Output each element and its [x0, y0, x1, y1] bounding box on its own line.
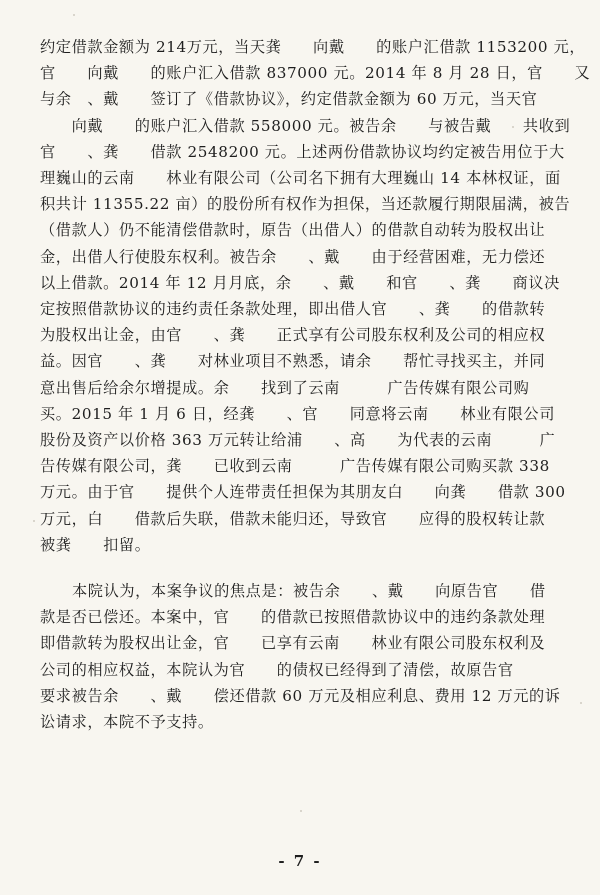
text-line: 益。因官 、龚 对林业项目不熟悉，请余 帮忙寻找买主，并同	[40, 352, 546, 371]
text-line: 金，出借人行使股东权利。被告余 、戴 由于经营困难，无力偿还	[40, 247, 546, 266]
text-line: 万元。由于官 提供个人连带责任担保为其朋友白 向龚 借款 300	[40, 483, 566, 502]
text-line: 意出售后给余尔增提成。余 找到了云南 广告传媒有限公司购	[40, 378, 530, 397]
text-line: （借款人）仍不能清偿借款时，原告（出借人）的借款自动转为股权出让	[40, 221, 546, 240]
text-line: 即借款转为股权出让金，官 已享有云南 林业有限公司股东权利及	[40, 634, 546, 653]
text-line: 官 向戴 的账户汇入借款 837000 元。2014 年 8 月 28 日，官 又	[40, 64, 591, 83]
paragraph-gap	[40, 558, 570, 578]
text-line: 约定借款金额为 214万元，当天龚 向戴 的账户汇借款 1153200 元，	[40, 38, 586, 56]
page-number: - 7 -	[278, 852, 322, 870]
text-line: 要求被告余 、戴 偿还借款 60 万元及相应利息、费用 12 万元的诉	[40, 686, 561, 705]
text-line: 与余 、戴 签订了《借款协议》，约定借款金额为 60 万元，当天官	[40, 90, 538, 109]
text-line: 以上借款。2014 年 12 月月底，余 、戴 和官 、龚 商议决	[40, 273, 560, 292]
paragraph-court-opinion	[40, 578, 570, 735]
text-line: 官 、龚 借款 2548200 元。上述两份借款协议均约定被告用位于大	[40, 142, 565, 161]
text-line: 万元，白 借款后失联，借款未能归还，导致官 应得的股权转让款	[40, 509, 546, 528]
text-line: 理巍山的云南 林业有限公司（公司名下拥有大理巍山 14 本林权证，面	[40, 169, 561, 188]
document-body	[40, 34, 591, 735]
text-line: 定按照借款协议的违约责任条款处理，即出借人官 、龚 的借款转	[40, 300, 546, 319]
text-line: 积共计 11355.22 亩）的股份所有权作为担保，当还款履行期限届满，被告	[40, 195, 571, 214]
text-line: 告传媒有限公司，龚 已收到云南 广告传媒有限公司购买款 338	[40, 457, 550, 476]
text-line: 向戴 的账户汇入借款 558000 元。被告余 与被告戴 共收到	[40, 116, 571, 135]
text-line: 款是否已偿还。本案中，官 的借款已按照借款协议中的违约条款处理	[40, 608, 546, 627]
text-line: 公司的相应权益，本院认为官 的债权已经得到了清偿，故原告官	[40, 660, 546, 679]
text-line: 股份及资产以价格 363 万元转让给浦 、高 为代表的云南 广	[40, 431, 556, 450]
text-line: 讼请求，本院不予支持。	[40, 713, 214, 732]
text-line: 为股权出让金，由官 、龚 正式享有公司股东权利及公司的相应权	[40, 326, 546, 345]
text-line: 被龚 扣留。	[40, 535, 151, 554]
paragraph-facts	[40, 34, 591, 558]
text-line: 买。2015 年 1 月 6 日，经龚 、官 同意将云南 林业有限公司	[40, 404, 555, 423]
text-line: 本院认为，本案争议的焦点是：被告余 、戴 向原告官 借	[72, 582, 546, 601]
